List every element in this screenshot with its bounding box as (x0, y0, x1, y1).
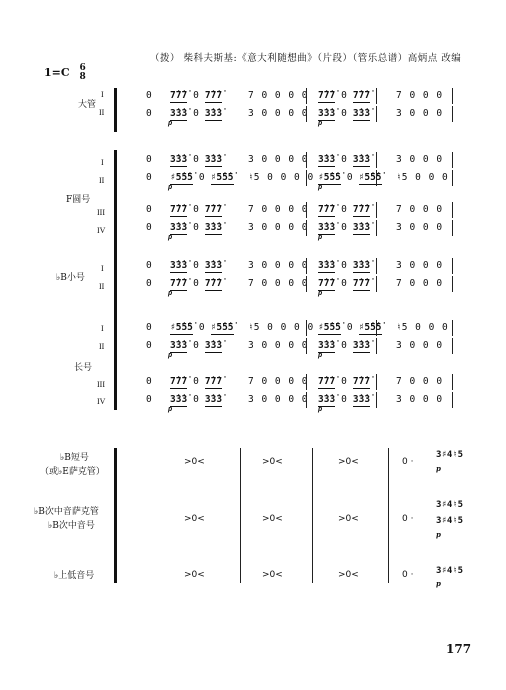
barline (452, 152, 453, 168)
beat-rest: 0 (146, 204, 152, 215)
note-group: 3̇3̇3̇ (170, 222, 188, 233)
beat-rest: 0 (341, 204, 347, 215)
beat-rest: 0 (193, 90, 199, 101)
system-bracket (114, 88, 117, 132)
note-group: 7̇7̇7̇ (204, 376, 223, 387)
beat-group (170, 394, 222, 405)
beat-tail: ♮5 0 0 0 (396, 322, 448, 333)
instrument-trombone: 长号 (74, 363, 93, 373)
beat-rest: 0 (341, 108, 347, 119)
end-notes: 3♯4♮5 (436, 566, 464, 576)
beat-rest: 0 (146, 154, 152, 165)
beat-tail: 3 0 0 0 0 (248, 394, 308, 405)
note-group: 3̇3̇3̇ (170, 340, 188, 351)
note-group: 3̇3̇3̇ (318, 108, 336, 119)
barline (376, 374, 377, 390)
barline (376, 170, 377, 186)
dynamic-mark: p (318, 119, 323, 127)
note-group: 7̇7̇7̇ (318, 204, 336, 215)
rest-marker: >0< (338, 514, 359, 524)
note-group: 3̇3̇3̇ (352, 260, 371, 271)
note-group: 7̇7̇7̇ (170, 278, 188, 289)
note-group: 3̇3̇3̇ (204, 260, 223, 271)
barline (452, 88, 453, 104)
part-number: II (99, 176, 105, 185)
note-group: 7̇7̇7̇ (352, 204, 371, 215)
dynamic-mark: p (168, 289, 173, 297)
note-group: 7̇7̇7̇ (352, 90, 371, 101)
dynamic-mark: p (318, 289, 323, 297)
barline (306, 276, 307, 292)
beat-rest: 0 (193, 394, 199, 405)
beat-tail: 7 0 0 0 (396, 204, 443, 215)
system-bracket (114, 448, 117, 583)
note-group: 3̇3̇3̇ (318, 222, 336, 233)
instrument-trumpet: ♭B小号 (56, 273, 85, 283)
barline (376, 152, 377, 168)
beat-tail: 7 0 0 0 (396, 90, 443, 101)
beat-rest: 0 (193, 222, 199, 233)
dynamic-mark: p (436, 579, 441, 588)
beat-rest: 0 (146, 376, 152, 387)
note-group: 3̇3̇3̇ (170, 260, 188, 271)
note-group: 7̇7̇7̇ (318, 90, 336, 101)
part-number: I (101, 324, 104, 333)
note-group: 3̇3̇3̇ (352, 108, 371, 119)
beat-group (170, 204, 222, 215)
beat-rest: 0 (346, 322, 353, 333)
note-group: 3̇3̇3̇ (170, 394, 188, 405)
part-number: I (101, 90, 104, 99)
instrument-cornet-alt: （或♭E萨克管） (40, 467, 105, 477)
rest-marker: >0< (184, 570, 205, 580)
beat-group (318, 172, 382, 183)
note-group: 3̇3̇3̇ (204, 222, 223, 233)
beat-rest: 0 (146, 260, 152, 271)
dynamic-mark: p (168, 351, 173, 359)
beat-tail: 7 0 0 0 0 (248, 376, 308, 387)
beat-group (318, 154, 370, 165)
beat-tail: 3 0 0 0 0 (248, 108, 308, 119)
end-notes: 3♯4♮5 (436, 500, 464, 510)
barline (312, 448, 313, 583)
dynamic-mark: p (436, 464, 441, 473)
note-group: 7̇7̇7̇ (352, 376, 371, 387)
system-bracket (114, 150, 117, 410)
note-group: ♯5̇5̇5̇ (210, 172, 234, 183)
barline (306, 374, 307, 390)
beat-tail: ♮5 0 0 0 0 (248, 172, 314, 183)
barline (376, 276, 377, 292)
beat-rest: 0 (341, 154, 347, 165)
beat-rest: 0 (193, 260, 199, 271)
dynamic-mark: p (168, 405, 173, 413)
beat-group (318, 90, 370, 101)
note-group: ♯5̇5̇5̇ (358, 172, 382, 183)
barline (388, 448, 389, 583)
part-number: III (97, 208, 105, 217)
note-group: 7̇7̇7̇ (204, 278, 223, 289)
note-group: ♯5̇5̇5̇ (318, 322, 341, 333)
end-rest: 0 · (402, 514, 414, 524)
part-number: II (99, 108, 105, 117)
end-notes: 3♯4♮5 (436, 516, 464, 526)
beat-group (318, 222, 370, 233)
barline (452, 170, 453, 186)
beat-group (318, 322, 382, 333)
beat-group (318, 376, 370, 387)
barline (306, 220, 307, 236)
beat-tail: 3 0 0 0 (396, 108, 443, 119)
barline (376, 320, 377, 336)
beat-group (318, 260, 370, 271)
beat-tail: 7 0 0 0 (396, 278, 443, 289)
barline (306, 320, 307, 336)
note-group: ♯5̇5̇5̇ (318, 172, 341, 183)
beat-rest: 0 (146, 340, 152, 351)
dynamic-mark: p (168, 119, 173, 127)
barline (452, 320, 453, 336)
beat-rest: 0 (146, 322, 152, 333)
beat-rest: 0 (341, 340, 347, 351)
dynamic-mark: p (168, 183, 173, 191)
dynamic-mark: p (318, 351, 323, 359)
barline (306, 338, 307, 354)
note-group: 3̇3̇3̇ (352, 394, 371, 405)
barline (452, 258, 453, 274)
barline (306, 170, 307, 186)
note-group: 3̇3̇3̇ (204, 108, 223, 119)
beat-group (318, 340, 370, 351)
barline (306, 258, 307, 274)
rest-marker: >0< (338, 570, 359, 580)
barline (306, 106, 307, 122)
part-number: I (101, 264, 104, 273)
page-number: 177 (446, 642, 472, 656)
barline (376, 88, 377, 104)
part-number: IV (97, 226, 106, 235)
note-group: 7̇7̇7̇ (170, 376, 188, 387)
beat-tail: ♮5 0 0 0 (396, 172, 448, 183)
note-group: 3̇3̇3̇ (352, 154, 371, 165)
beat-group (318, 204, 370, 215)
beat-tail: 3 0 0 0 0 (248, 222, 308, 233)
beat-tail: 7 0 0 0 0 (248, 90, 308, 101)
note-group: ♯5̇5̇5̇ (358, 322, 382, 333)
beat-rest: 0 (193, 340, 199, 351)
beat-group (318, 108, 370, 119)
beat-rest: 0 (146, 222, 152, 233)
beat-group (170, 222, 222, 233)
barline (452, 106, 453, 122)
beat-tail: 3 0 0 0 (396, 154, 443, 165)
note-group: 7̇7̇7̇ (204, 90, 223, 101)
meter-bottom: 8 (79, 72, 86, 82)
beat-tail: 7 0 0 0 0 (248, 204, 308, 215)
meter-top: 6 (79, 63, 86, 73)
beat-group (170, 376, 222, 387)
part-number: III (97, 380, 105, 389)
instrument-tenor-horn: ♭B次中音号 (48, 521, 95, 531)
score-header: （拨） 柴科夫斯基:《意大利随想曲》（片段）（管乐总谱）高炳点 改编 (150, 53, 462, 64)
beat-rest: 0 (341, 90, 347, 101)
barline (376, 220, 377, 236)
note-group: 3̇3̇3̇ (204, 154, 223, 165)
beat-group (318, 278, 370, 289)
beat-rest: 0 (341, 376, 347, 387)
note-group: 3̇3̇3̇ (352, 340, 371, 351)
barline (452, 220, 453, 236)
note-group: 7̇7̇7̇ (352, 278, 371, 289)
beat-rest: 0 (193, 108, 199, 119)
beat-rest: 0 (198, 172, 205, 183)
beat-group (170, 108, 222, 119)
note-group: 3̇3̇3̇ (170, 154, 188, 165)
barline (376, 106, 377, 122)
beat-rest: 0 (146, 90, 152, 101)
key-signature (44, 64, 86, 82)
beat-rest: 0 (341, 278, 347, 289)
beat-group (318, 394, 370, 405)
rest-marker: >0< (184, 457, 205, 467)
barline (452, 338, 453, 354)
beat-group (170, 340, 222, 351)
part-number: IV (97, 397, 106, 406)
instrument-bassoon: 大管 (78, 100, 97, 110)
barline (376, 338, 377, 354)
beat-rest: 0 (341, 222, 347, 233)
note-group: 3̇3̇3̇ (170, 108, 188, 119)
barline (376, 202, 377, 218)
beat-tail: 3 0 0 0 0 (248, 154, 308, 165)
instrument-tenor-sax: ♭B次中音萨克管 (34, 507, 99, 517)
beat-tail: 3 0 0 0 0 (248, 260, 308, 271)
barline (306, 152, 307, 168)
beat-rest: 0 (198, 322, 205, 333)
dynamic-mark: p (318, 233, 323, 241)
barline (452, 276, 453, 292)
rest-marker: >0< (262, 457, 283, 467)
note-group: 3̇3̇3̇ (204, 394, 223, 405)
note-group: ♯5̇5̇5̇ (170, 322, 193, 333)
beat-group (170, 322, 234, 333)
beat-tail: 3 0 0 0 (396, 222, 443, 233)
dynamic-mark: p (168, 233, 173, 241)
beat-rest: 0 (146, 172, 152, 183)
beat-group (170, 172, 234, 183)
beat-tail: 7 0 0 0 (396, 376, 443, 387)
beat-rest: 0 (346, 172, 353, 183)
note-group: 3̇3̇3̇ (318, 340, 336, 351)
note-group: 7̇7̇7̇ (170, 204, 188, 215)
dynamic-mark: p (436, 530, 441, 539)
barline (306, 202, 307, 218)
rest-marker: >0< (184, 514, 205, 524)
beat-rest: 0 (146, 108, 152, 119)
beat-tail: 3 0 0 0 (396, 394, 443, 405)
dynamic-mark: p (318, 183, 323, 191)
part-number: I (101, 158, 104, 167)
beat-tail: 3 0 0 0 0 (248, 340, 308, 351)
note-group: 3̇3̇3̇ (204, 340, 223, 351)
end-rest: 0 · (402, 570, 414, 580)
beat-rest: 0 (193, 376, 199, 387)
dynamic-mark: p (318, 405, 323, 413)
barline (306, 392, 307, 408)
beat-rest: 0 (193, 278, 199, 289)
beat-tail: ♮5 0 0 0 0 (248, 322, 314, 333)
beat-group (170, 278, 222, 289)
note-group: 7̇7̇7̇ (318, 278, 336, 289)
note-group: 3̇3̇3̇ (318, 260, 336, 271)
beat-rest: 0 (193, 154, 199, 165)
beat-rest: 0 (341, 394, 347, 405)
note-group: 7̇7̇7̇ (318, 376, 336, 387)
barline (452, 374, 453, 390)
beat-group (170, 90, 222, 101)
beat-tail: 3 0 0 0 (396, 260, 443, 271)
beat-tail: 7 0 0 0 0 (248, 278, 308, 289)
part-number: II (99, 282, 105, 291)
note-group: ♯5̇5̇5̇ (170, 172, 193, 183)
barline (376, 258, 377, 274)
beat-group (170, 260, 222, 271)
barline (452, 392, 453, 408)
end-notes: 3♯4♮5 (436, 450, 464, 460)
note-group: 7̇7̇7̇ (204, 204, 223, 215)
note-group: 7̇7̇7̇ (170, 90, 188, 101)
barline (452, 202, 453, 218)
note-group: 3̇3̇3̇ (318, 154, 336, 165)
beat-rest: 0 (193, 204, 199, 215)
rest-marker: >0< (262, 514, 283, 524)
key-label: 1=C (44, 66, 70, 79)
note-group: 3̇3̇3̇ (318, 394, 336, 405)
instrument-cornet: ♭B短号 (60, 453, 89, 463)
time-signature (79, 64, 85, 82)
beat-rest: 0 (146, 394, 152, 405)
barline (240, 448, 241, 583)
beat-rest: 0 (341, 260, 347, 271)
end-rest: 0 · (402, 457, 414, 467)
barline (376, 392, 377, 408)
note-group: 3̇3̇3̇ (352, 222, 371, 233)
barline (306, 88, 307, 104)
beat-rest: 0 (146, 278, 152, 289)
rest-marker: >0< (338, 457, 359, 467)
rest-marker: >0< (262, 570, 283, 580)
part-number: II (99, 342, 105, 351)
note-group: ♯5̇5̇5̇ (210, 322, 234, 333)
beat-group (170, 154, 222, 165)
instrument-f-horn: F圆号 (66, 195, 91, 205)
instrument-baritone: ♭上低音号 (54, 571, 95, 581)
beat-tail: 3 0 0 0 (396, 340, 443, 351)
